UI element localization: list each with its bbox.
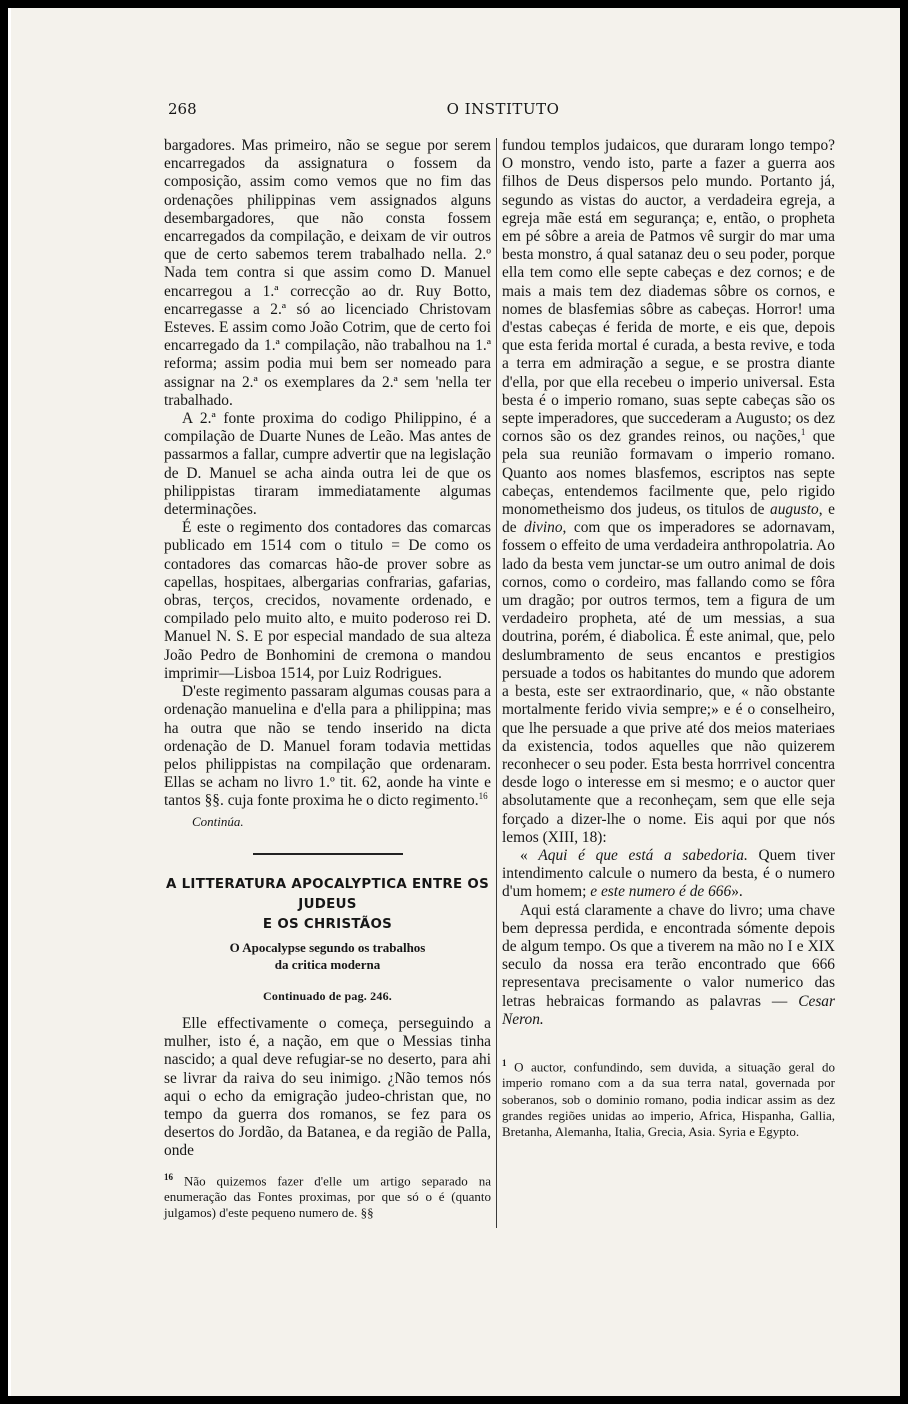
scanned-page bbox=[8, 8, 900, 1396]
italic-word: divino bbox=[524, 519, 563, 537]
quotation bbox=[502, 847, 835, 902]
page-header bbox=[168, 100, 838, 120]
paragraph: A 2.ª fonte proxima do codigo Philippino, é a compilação de Duarte Nunes de Leão. Mas antes de passarmos a fallar, cumpre advertir que na legislação de D. Manuel se acha ainda outra lei de que os philippistas tiraram immediatamente algumas determinações. bbox=[164, 410, 491, 519]
paragraph: bargadores. Mas primeiro, não se segue por serem encarregados da assignatura o fossem da composição, assim como vemos que no fim das ordenações philippinas vem assignados alguns desembargadores, que não consta fossem encarregados da compilação, e deixam de vir outros que de certo sabemos terem trabalhado nella. 2.º Nada tem contra si que assim como D. Manuel encarregou a 1.ª correcção ao dr. Ruy Botto, encarregasse a 2.ª só ao licenciado Christovam Esteves. E assim como João Cotrim, que de certo foi encarregado da 1.ª compilação, não trabalhou na 1.ª reforma; assim podia mui bem ser nomeado para assignar na 2.ª os exemplares da 2.ª sem 'nella ter trabalhado. bbox=[164, 137, 491, 409]
running-title: O INSTITUTO bbox=[446, 100, 560, 118]
footnote-text: O auctor, confundindo, sem duvida, a situação geral do imperio romano com a da sua terra natal, governada por soberanos, sob o dominio romano, podia indicar assim as dez grandes regiões unidas ao imperio, Africa, Hispanha, Gallia, Bretanha, Alemanha, Italia, Grecia, Asia. Syria e Egypto. bbox=[502, 1059, 835, 1140]
italic-word: Cesar Neron. bbox=[502, 992, 835, 1028]
italic-word: augusto bbox=[770, 501, 819, 519]
footnote bbox=[502, 1055, 835, 1140]
footnote-reference: 16 bbox=[478, 791, 488, 802]
paragraph-text: , e de bbox=[502, 501, 835, 537]
footnote-reference: 1 bbox=[800, 427, 806, 438]
right-column bbox=[502, 137, 835, 1140]
footnote-text: Não quizemos fazer d'elle um artigo separado na enumeração das Fontes proximas, por que só o é (quanto julgamos) d'este pequeno numero de. §§ bbox=[164, 1172, 492, 1221]
paragraph: É este o regimento dos contadores das comarcas publicado em 1514 com o titulo = De como os contadores das comarcas hão-de prover sobre as capellas, hospitaes, albergarias confrarias, gafarias, obras, terços, crecidos, novamente ordenado, e compilado pelo muito alto, e muito poderoso rei D. Manuel N. S. E por especial mandado de sua alteza João Pedro de Bonhomini de cremona o mandou imprimir—Lisboa 1514, por Luiz Rodrigues. bbox=[164, 519, 491, 682]
continued-from: Continuado de pag. 246. bbox=[263, 988, 392, 1003]
footnote-mark: 16 bbox=[164, 1171, 173, 1182]
section-title-line: E OS CHRISTÃOS bbox=[262, 916, 393, 932]
quote-mark: ». bbox=[731, 883, 743, 901]
footnote-mark: 1 bbox=[502, 1057, 507, 1068]
paragraph-text: que pela sua reunião formavam o imperio romano. Quanto aos nomes blasfemos, escriptos nas septe cabeças, entendemos facilmente que, pelo rigido monometheismo dos judeus, os titulos de bbox=[502, 428, 835, 519]
paragraph-text: Aqui está claramente a chave do livro; uma chave bem depressa perdida, e encontrada sómente depois de algum tempo. Os que a tiverem na mão no I e XIX seculo da nossa era terão encontrado que 666 representava precisamente o valor numerico das letras hebraicas formando as palavras — bbox=[502, 901, 835, 1010]
section-subtitle-line: da critica moderna bbox=[274, 956, 381, 972]
column-divider bbox=[496, 138, 497, 1228]
paragraph-text: D'este regimento passaram algumas cousas para a ordenação manuelina e d'ella para a philippina; mas ha outra que não se tendo inserido na dicta ordenação de D. Manuel foram todavia mettidas pelos philippistas na compilação que ordenaram. Ellas se acham no livro 1.º tit. 62, aonde ha vinte e tantos §§. cuja fonte proxima he o dicto regimento. bbox=[164, 683, 491, 810]
section-title-line: A LITTERATURA APOCALYPTICA ENTRE OS JUDEUS bbox=[165, 876, 490, 912]
footnote bbox=[164, 1169, 491, 1222]
quote-italic: Aqui é que está a sabedoria. bbox=[538, 846, 748, 864]
paragraph-text: , com que os imperadores se adornavam, fossem o effeito de uma verdadeira anthropolatria. Ao lado da besta vem junctar-se um outro animal de dois cornos, como o cordeiro, mas fallando como se fôra um dragão; por outros termos, tem a figura de um verdadeiro propheta, até de um messias, a sua doutrina, porém, é diabolica. É este animal, que, pelo deslumbramento de seus encantos e prestigios persuade a todos os habitantes do mundo que adorem a besta, este ser extraordinario, que, « não obstante mortalmente ferido vivia sempre;» e é o conselheiro, que lhe persuade a que prive até dos meios materiaes da existencia, todos aquelles que não quizerem reconhecer o seu poder. Esta besta horrrivel concentra desde logo o interesse em si mesmo; e o auctor quer absolutamente que a reconheçam, sem que elle seja forçado a dizer-lhe o nome. Eis aqui por que nós lemos (XIII, 18): bbox=[502, 519, 835, 846]
quote-italic: e este numero é de 666 bbox=[590, 883, 732, 901]
left-column bbox=[164, 137, 491, 1221]
quote-text: Quem tiver intendimento calcule o numero da besta, é o numero d'um homem; bbox=[502, 846, 835, 901]
paragraph bbox=[502, 137, 835, 847]
paragraph-text: fundou templos judaicos, que duraram longo tempo? O monstro, vendo isto, parte a fazer a guerra aos filhos de Deus dispersos pelo mundo. Portanto já, segundo as vistas do auctor, a verdadeira egreja, a egreja mãe está em segurança; e, então, o propheta em pé sôbre a areia de Patmos vê surgir do mar uma besta monstro, á qual satanaz deu o seu poder, porque ella tem como elle septe cabeças e dez cornos; e de mais a mais tem dez diademas sôbre os cornos, e nomes de blasfemias sôbre as cabeças. Horror! uma d'estas cabeças é ferida de morte, e eis que, depois que esta ferida mortal é curada, a besta revive, e toda a terra em admiração a segue, e se prostra diante d'ella, por que ella recebeu o imperio universal. Esta besta é o imperio romano, suas septe cabeças são os septe imperadores, que succederam a Augusto; os dez cornos são os dez grandes reinos, ou nações, bbox=[502, 137, 835, 446]
section-title bbox=[164, 875, 491, 935]
continued-note: Continúa. bbox=[192, 813, 244, 829]
page-edge bbox=[8, 8, 11, 1396]
section-subtitle bbox=[164, 939, 491, 973]
section-subtitle-line: O Apocalypse segundo os trabalhos bbox=[229, 939, 426, 955]
section-divider bbox=[253, 853, 403, 855]
quote-mark: « bbox=[520, 846, 528, 864]
paragraph: Elle effectivamente o começa, perseguindo a mulher, isto é, a nação, em que o Messias tinha nascido; a qual deve refugiar-se no deserto, para ahi se livrar da raiva do seu inimigo. ¿Não temos nós aqui o echo da emigração judeo-christan que, no tempo da guerra dos romanos, se fez para os desertos do Jordão, da Batanea, e da região de Palla, onde bbox=[164, 1014, 491, 1160]
page-number: 268 bbox=[168, 100, 197, 118]
paragraph bbox=[502, 902, 835, 1029]
paragraph bbox=[164, 683, 491, 810]
